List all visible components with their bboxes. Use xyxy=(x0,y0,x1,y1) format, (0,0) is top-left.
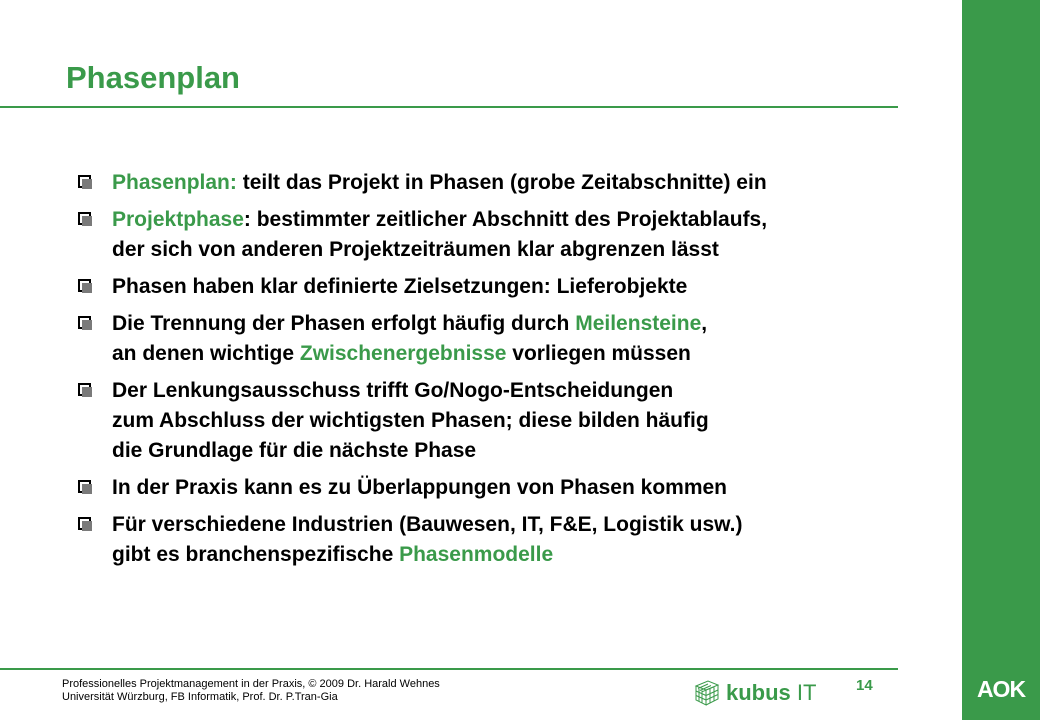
page-number: 14 xyxy=(856,677,873,694)
cube-icon xyxy=(694,678,720,706)
highlighted-term: Phasenmodelle xyxy=(399,543,554,566)
aok-logo: AOK xyxy=(976,676,1026,702)
footer-line-1: Professionelles Projektmanagement in der Praxis, © 2009 Dr. Harald Wehnes xyxy=(62,678,440,690)
bullet-text: : bestimmter zeitlicher Abschnitt des Projektablaufs, xyxy=(243,208,768,231)
bullet-text: gibt es branchenspezifische xyxy=(112,543,400,566)
bullet-text: zum Abschluss der wichtigsten Phasen; diese bilden häufig xyxy=(112,409,709,432)
bullet-text: der sich von anderen Projektzeiträumen klar abgrenzen lässt xyxy=(112,238,719,261)
checkbox-bullet-icon xyxy=(78,279,91,292)
kubus-it-logo xyxy=(694,678,824,708)
checkbox-bullet-icon xyxy=(78,383,91,396)
checkbox-bullet-icon xyxy=(78,212,91,225)
highlighted-term: Projektphase xyxy=(112,208,244,231)
bullet-text: teilt das Projekt in Phasen (grobe Zeitabschnitte) ein xyxy=(236,171,767,194)
bullet-item xyxy=(78,205,958,265)
highlighted-term: Meilensteine xyxy=(575,312,702,335)
bullet-text: , xyxy=(701,312,708,335)
checkbox-bullet-icon xyxy=(78,316,91,329)
checkbox-bullet-icon xyxy=(78,480,91,493)
bullet-item xyxy=(78,510,958,570)
bullet-text: an denen wichtige xyxy=(112,342,300,365)
footer-line-2: Universität Würzburg, FB Informatik, Prof. Dr. P.Tran-Gia xyxy=(62,691,338,703)
bullet-text: Für verschiedene Industrien (Bauwesen, IT, F&E, Logistik usw.) xyxy=(112,513,743,536)
footer-divider xyxy=(0,668,898,670)
checkbox-bullet-icon xyxy=(78,175,91,188)
bullet-item xyxy=(78,272,958,302)
bullet-text: vorliegen müssen xyxy=(506,342,691,365)
highlighted-term: Phasenplan: xyxy=(112,171,237,194)
bullet-item xyxy=(78,376,958,466)
title-divider xyxy=(0,106,898,108)
bullet-item xyxy=(78,473,958,503)
bullet-text: Phasen haben klar definierte Zielsetzungen: Lieferobjekte xyxy=(112,275,688,298)
bullet-text: Der Lenkungsausschuss trifft Go/Nogo-Entscheidungen xyxy=(112,379,674,402)
brand-side-bar xyxy=(962,0,1040,720)
footer-credits xyxy=(62,678,440,704)
highlighted-term: Zwischenergebnisse xyxy=(299,342,507,365)
bullet-text: In der Praxis kann es zu Überlappungen von Phasen kommen xyxy=(112,476,727,499)
bullet-text: Die Trennung der Phasen erfolgt häufig durch xyxy=(112,312,576,335)
slide-title: Phasenplan xyxy=(66,60,240,95)
bullet-item xyxy=(78,309,958,369)
bullet-text: die Grundlage für die nächste Phase xyxy=(112,439,477,462)
checkbox-bullet-icon xyxy=(78,517,91,530)
bullet-item xyxy=(78,168,958,198)
bullet-list xyxy=(78,168,958,577)
kubus-it-label: kubus IT xyxy=(726,680,817,705)
